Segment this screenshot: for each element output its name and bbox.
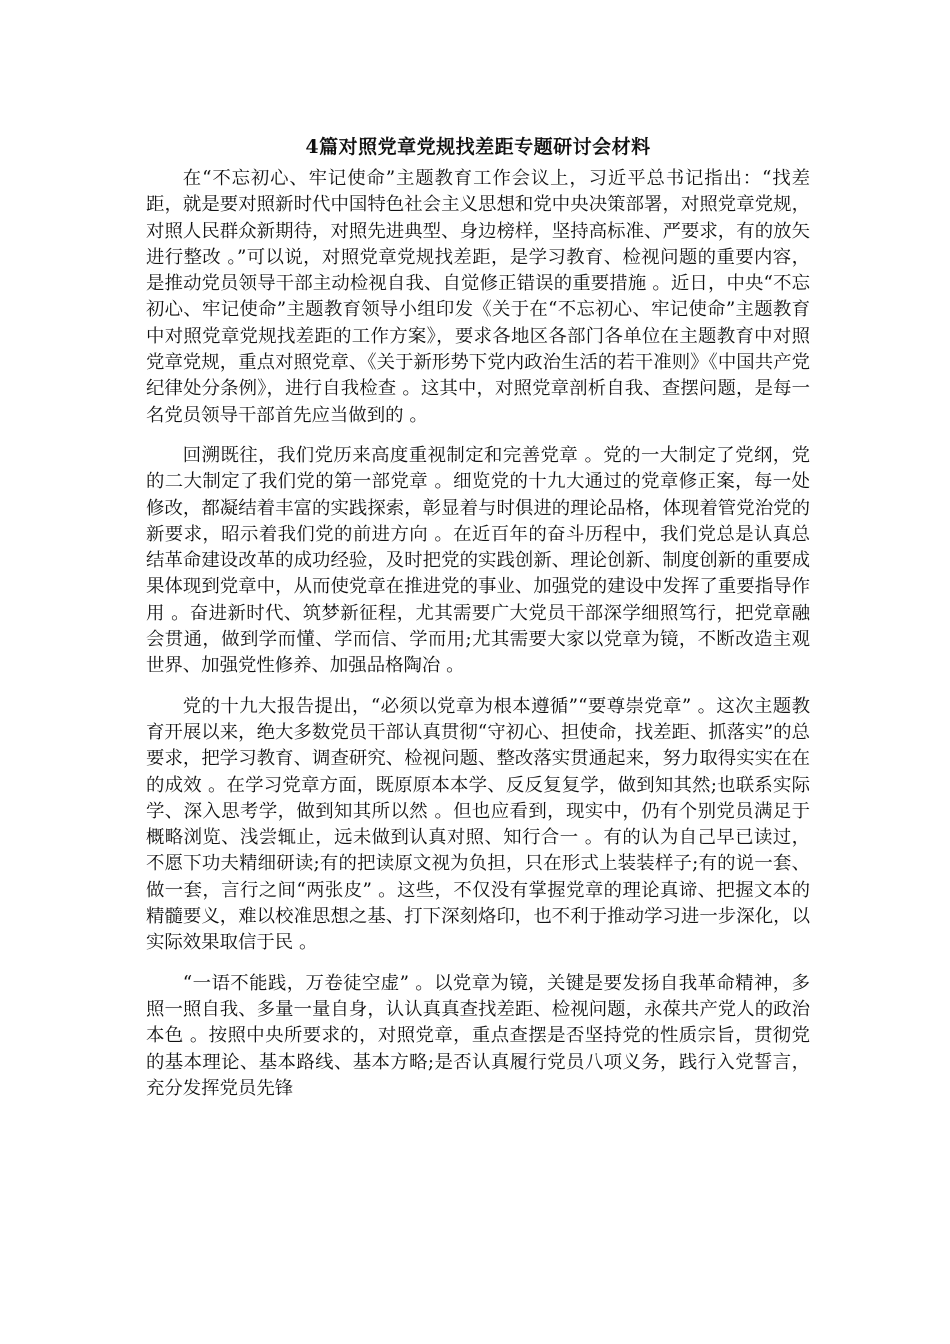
paragraph-4: “一语不能践，万卷徒空虚” 。以党章为镜，关键是要发扬自我革命精神，多照一照自我、多量一量自身，认认真真查找差距、检视问题，永葆共产党人的政治本色 。按照中央所要求的，对照党章，重点查摆是否坚持党的性质宗旨，贯彻党的基本理论、基本路线、基本方略;是否认真履行党员八项义务，践行入党誓言，充分发挥党员先锋 — [146, 972, 810, 1099]
paragraph-3: 党的十九大报告提出，“必须以党章为根本遵循”“要尊崇党章” 。这次主题教育开展以来，绝大多数党员干部认真贯彻“守初心、担使命，找差距、抓落实”的总要求，把学习教育、调查研究、检视问题、整改落实贯通起来，努力取得实实在在的成效 。在学习党章方面，既原原本本学、反反复复学，做到知其然;也联系实际学、深入思考学，做到知其所以然 。但也应看到，现实中，仍有个别党员满足于概略浏览、浅尝辄止，远未做到认真对照、知行合一 。有的认为自己早已读过，不愿下功夫精细研读;有的把读原文视为负担，只在形式上装装样子;有的说一套、做一套，言行之间“两张皮” 。这些，不仅没有掌握党章的理论真谛、把握文本的精髓要义，难以校准思想之基、打下深刻烙印，也不利于推动学习进一步深化，以实际效果取信于民 。 — [146, 695, 810, 954]
paragraph-1: 在“不忘初心、牢记使命”主题教育工作会议上，习近平总书记指出：“找差距，就是要对照新时代中国特色社会主义思想和党中央决策部署，对照党章党规，对照人民群众新期待，对照先进典型、身边榜样，坚持高标准、严要求，有的放矢进行整改 。”可以说，对照党章党规找差距，是学习教育、检视问题的重要内容，是推动党员领导干部主动检视自我、自觉修正错误的重要措施 。近日，中央“不忘初心、牢记使命”主题教育领导小组印发《关于在“不忘初心、牢记使命”主题教育中对照党章党规找差距的工作方案》，要求各地区各部门各单位在主题教育中对照党章党规，重点对照党章、《关于新形势下党内政治生活的若干准则》《中国共产党纪律处分条例》，进行自我检查 。这其中，对照党章剖析自我、查摆问题，是每一名党员领导干部首先应当做到的 。 — [146, 168, 810, 426]
document-body — [146, 132, 810, 1116]
document-title: 4篇对照党章党规找差距专题研讨会材料 — [305, 136, 651, 158]
paragraph-2: 回溯既往，我们党历来高度重视制定和完善党章 。党的一大制定了党纲，党的二大制定了我们党的第一部党章 。细览党的十九大通过的党章修正案，每一处修改，都凝结着丰富的实践探索，彰显着与时俱进的理论品格，体现着管党治党的新要求，昭示着我们党的前进方向 。在近百年的奋斗历程中，我们党总是认真总结革命建设改革的成功经验，及时把党的实践创新、理论创新、制度创新的重要成果体现到党章中，从而使党章在推进党的事业、加强党的建设中发挥了重要指导作用 。奋进新时代、筑梦新征程，尤其需要广大党员干部深学细照笃行，把党章融会贯通，做到学而懂、学而信、学而用;尤其需要大家以党章为镜，不断改造主观世界、加强党性修养、加强品格陶冶 。 — [146, 444, 810, 677]
